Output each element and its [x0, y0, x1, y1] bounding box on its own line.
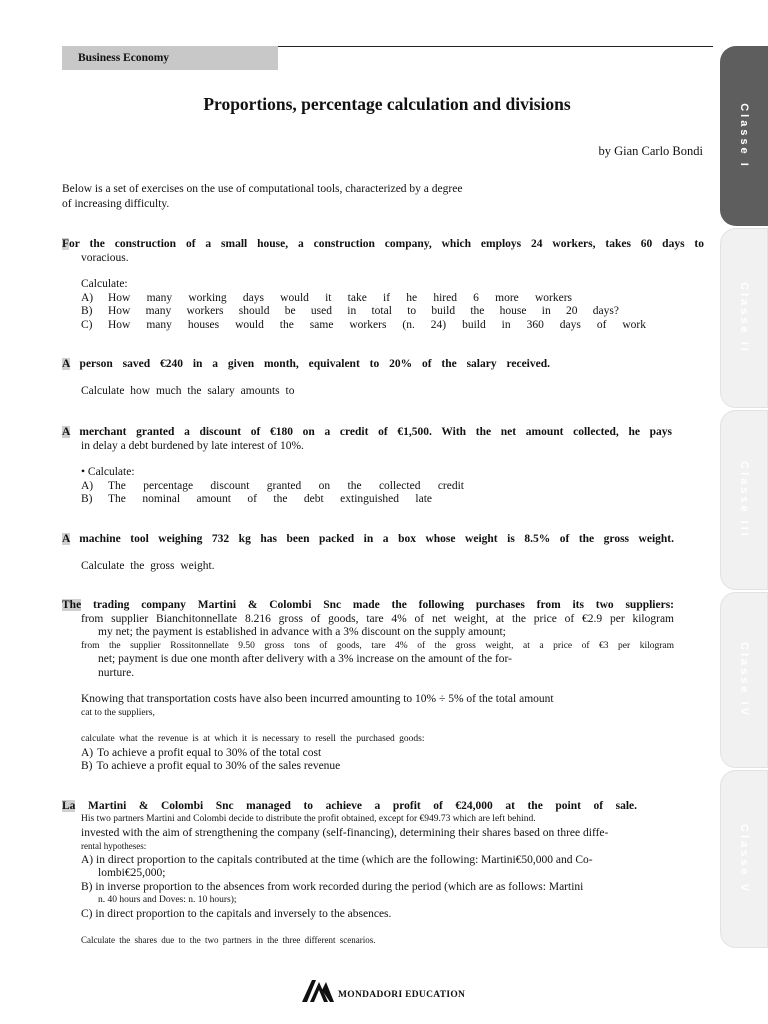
- option-key: A): [81, 746, 94, 759]
- option-item: [62, 292, 704, 306]
- exercise-heading-text: machine tool weighing 732 kg has been packed in a box whose weight is 8.5% of the gross weight.: [79, 533, 675, 545]
- distribution-line: invested with the aim of strengthening the company (self-financing), determining their shares based on three diffe-: [81, 826, 609, 839]
- knowing-text: cat to the suppliers,: [81, 707, 155, 718]
- section-tag: Business Economy: [62, 46, 278, 70]
- calculate-label: calculate what the revenue is at which it is necessary to resell the purchased goods:: [81, 734, 425, 744]
- option-item: [62, 305, 704, 319]
- exercise-6-body: [62, 813, 662, 948]
- exercise-heading-text: or the construction of a small house, a construction company, which employs 24 workers, takes 60 days to: [69, 238, 704, 250]
- initial-highlight: F: [62, 238, 70, 250]
- intro-text: [62, 182, 522, 212]
- option-key: A): [81, 291, 94, 304]
- exercise-5: [62, 599, 674, 774]
- tab-label: Classe II: [738, 282, 751, 354]
- exercise-heading: [62, 599, 674, 613]
- option-item: [62, 747, 674, 761]
- exercise-heading: [62, 533, 674, 547]
- intro-line: of increasing difficulty.: [62, 198, 170, 210]
- tab-label: Classe IV: [738, 642, 751, 718]
- purchase-line: nurture.: [98, 666, 135, 679]
- exercise-heading-text: person saved €240 in a given month, equivalent to 20% of the salary received.: [79, 358, 550, 370]
- exercise-heading: [62, 238, 704, 252]
- mondadori-logo-icon: [300, 976, 336, 1002]
- exercise-6: [62, 800, 637, 814]
- exercise-3: [62, 426, 672, 507]
- exercise-continuation: voracious.: [81, 251, 129, 264]
- purchase-line: my net; the payment is established in advance with a 3% discount on the supply amount;: [98, 626, 506, 638]
- tab-classe-4[interactable]: [720, 592, 768, 768]
- option-key: B): [81, 880, 93, 893]
- header-rule: [278, 46, 713, 47]
- option-item: [62, 908, 662, 922]
- option-text: The percentage discount granted on the collected credit: [108, 479, 464, 492]
- tab-classe-3[interactable]: [720, 410, 768, 590]
- option-key: A): [81, 853, 94, 866]
- tab-label: Classe V: [738, 824, 750, 894]
- tab-classe-1[interactable]: [720, 46, 768, 226]
- option-item: [62, 760, 674, 774]
- exercise-heading: [62, 800, 637, 814]
- calculate-label: Calculate:: [81, 278, 128, 290]
- exercise-2: [62, 358, 550, 398]
- knowing-text: Knowing that transportation costs have also been incurred amounting to 10% ÷ 5% of the total amount: [81, 693, 554, 705]
- distribution-line: rental hypotheses:: [81, 841, 147, 851]
- exercise-4: [62, 533, 674, 573]
- calculate-label: Calculate the shares due to the two partners in the three different scenarios.: [81, 935, 376, 945]
- option-item: [62, 493, 672, 507]
- initial-highlight: La: [62, 800, 76, 812]
- option-key: B): [81, 305, 93, 317]
- exercise-heading-text: trading company Martini & Colombi Snc made the following purchases from its two suppliers:: [92, 599, 675, 611]
- option-key: B): [81, 760, 93, 772]
- option-text: To achieve a profit equal to 30% of the total cost: [97, 746, 322, 759]
- exercise-heading-text: Martini & Colombi Snc managed to achieve a profit of €24,000 at the point of sale.: [87, 800, 638, 812]
- option-text: How many houses would the same workers (n. 24) build in 360 days of work: [108, 318, 646, 331]
- option-item: [62, 319, 704, 333]
- calculate-label: Calculate how much the salary amounts to: [81, 384, 295, 397]
- option-text: How many workers should be used in total to build the house in 20 days?: [108, 305, 619, 317]
- option-key: B): [81, 493, 93, 505]
- page-title: Proportions, percentage calculation and divisions: [203, 94, 571, 114]
- exercise-heading: [62, 358, 550, 372]
- initial-highlight: A: [62, 533, 70, 545]
- option-key: A): [81, 479, 94, 492]
- exercise-heading: [62, 426, 672, 440]
- option-text: in direct proportion to the capitals contributed at the time (which are the following: Martini€50,000 and Co-: [96, 853, 593, 866]
- author: by Gian Carlo Bondi: [598, 144, 703, 158]
- exercise-heading-text: merchant granted a discount of €180 on a credit of €1,500. With the net amount collected, he pays: [79, 426, 673, 438]
- option-continuation: n. 40 hours and Doves: n. 10 hours);: [98, 895, 237, 905]
- tab-classe-2[interactable]: [720, 228, 768, 408]
- option-item: [62, 854, 662, 868]
- tab-label: Classe III: [738, 461, 751, 539]
- option-text: To achieve a profit equal to 30% of the sales revenue: [96, 760, 341, 772]
- initial-highlight: A: [62, 426, 70, 438]
- purchase-line: net; payment is due one month after delivery with a 3% increase on the amount of the for-: [98, 653, 512, 665]
- calculate-label: Calculate the gross weight.: [81, 559, 215, 572]
- purchase-line: from the supplier Rossitonnellate 9.50 gross tons of goods, tare 4% of the gross weight, at a price of €3 per kilogram: [81, 640, 674, 651]
- exercise-continuation: in delay a debt burdened by late interest of 10%.: [81, 439, 304, 452]
- option-text: How many working days would it take if he hired 6 more workers: [108, 291, 572, 304]
- option-item: [62, 881, 662, 895]
- option-text: in inverse proportion to the absences from work recorded during the period (which are as follows: Martini: [95, 880, 584, 893]
- initial-highlight: The: [62, 599, 82, 611]
- option-key: C): [81, 907, 93, 920]
- distribution-line: His two partners Martini and Colombi decide to distribute the profit obtained, except for €949.73 which are left behind.: [81, 814, 536, 824]
- option-item: [62, 480, 672, 494]
- intro-line: Below is a set of exercises on the use of computational tools, characterized by a degree: [62, 183, 463, 195]
- option-key: C): [81, 318, 93, 331]
- option-continuation: lombi€25,000;: [98, 867, 166, 879]
- purchase-line: from supplier Bianchitonnellate 8.216 gross of goods, tare 4% of net weight, at the price of €2.9 per kilogram: [81, 612, 674, 625]
- exercise-1: [62, 238, 704, 332]
- tab-label: Classe I: [738, 103, 750, 169]
- calculate-label: • Calculate:: [81, 466, 135, 478]
- initial-highlight: A: [62, 358, 70, 370]
- publisher-logo: [300, 976, 465, 1002]
- publisher-name: MONDADORI EDUCATION: [338, 990, 466, 1000]
- option-text: The nominal amount of the debt extinguished late: [108, 493, 432, 505]
- option-text: in direct proportion to the capitals and inversely to the absences.: [95, 907, 392, 920]
- tab-classe-5[interactable]: [720, 770, 768, 948]
